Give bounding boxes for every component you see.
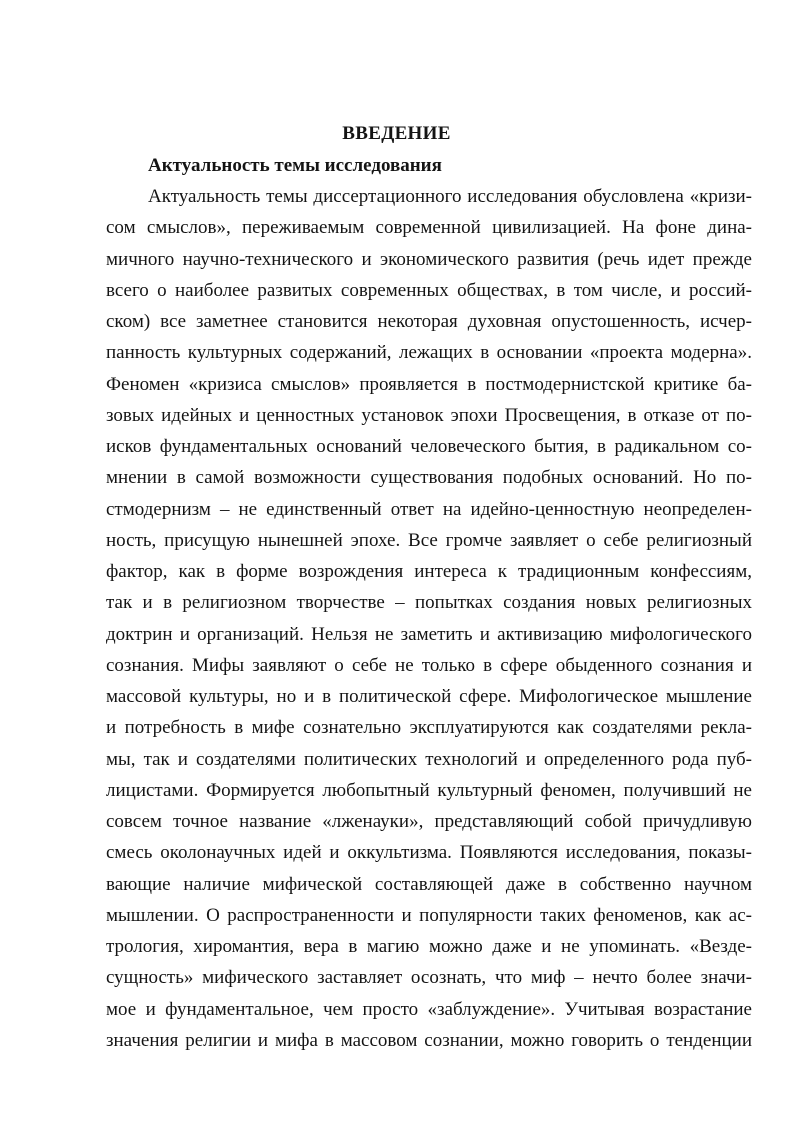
text-line: сом смыслов», переживаемым современной цивилизацией. На фоне дина- xyxy=(106,217,752,239)
text-line: Феномен «кризиса смыслов» проявляется в постмодернистской критике ба- xyxy=(106,373,752,395)
text-line: мое и фундаментальное, чем просто «заблуждение». Учитывая возрастание xyxy=(106,998,752,1020)
text-line: панность культурных содержаний, лежащих в основании «проекта модерна». xyxy=(106,342,752,364)
body-paragraph xyxy=(106,181,752,1056)
text-line: сознания. Мифы заявляют о себе не только в сфере обыденного сознания и xyxy=(106,654,752,676)
section-heading: Актуальность темы исследования xyxy=(148,155,442,176)
text-line: мышлении. О распространенности и популярности таких феноменов, как ас- xyxy=(106,904,752,926)
text-line: фактор, как в форме возрождения интереса к традиционным конфессиям, xyxy=(106,561,752,582)
text-line: смесь околонаучных идей и оккультизма. Появляются исследования, показы- xyxy=(106,842,752,864)
page-title: ВВЕДЕНИЕ xyxy=(342,123,451,144)
text-line: совсем точное название «лженауки», представляющий собой причудливую xyxy=(106,811,752,832)
text-line: ность, присущую нынешней эпохе. Все громче заявляет о себе религиозный xyxy=(106,529,752,551)
text-line: сущность» мифического заставляет осознать, что миф – нечто более значи- xyxy=(106,967,752,989)
text-line: зовых идейных и ценностных установок эпохи Просвещения, в отказе от по- xyxy=(106,404,752,426)
text-line: мичного научно-технического и экономического развития (речь идет прежде xyxy=(106,248,752,270)
text-line: лицистами. Формируется любопытный культурный феномен, получивший не xyxy=(106,779,752,801)
text-line: так и в религиозном творчестве – попытках создания новых религиозных xyxy=(106,592,752,614)
text-line: Актуальность темы диссертационного исследования обусловлена «кризи- xyxy=(148,186,752,207)
text-line: стмодернизм – не единственный ответ на идейно-ценностную неопределен- xyxy=(106,498,752,520)
text-line: доктрин и организаций. Нельзя не заметить и активизацию мифологического xyxy=(106,623,752,645)
text-line: значения религии и мифа в массовом сознании, можно говорить о тенденции xyxy=(106,1029,752,1051)
text-line: исков фундаментальных оснований человеческого бытия, в радикальном со- xyxy=(106,436,752,457)
text-line: всего о наиболее развитых современных обществах, в том числе, и россий- xyxy=(106,279,752,301)
text-line: и потребность в мифе сознательно эксплуатируются как создателями рекла- xyxy=(106,717,752,739)
text-line: массовой культуры, но и в политической сфере. Мифологическое мышление xyxy=(106,686,752,707)
text-line: вающие наличие мифической составляющей даже в собственно научном xyxy=(106,873,752,895)
text-line: мы, так и создателями политических технологий и определенного рода пуб- xyxy=(106,748,752,770)
text-line: трология, хиромантия, вера в магию можно даже и не упоминать. «Везде- xyxy=(106,936,752,957)
text-line: ском) все заметнее становится некоторая духовная опустошенность, исчер- xyxy=(106,311,752,332)
text-line: мнении в самой возможности существования подобных оснований. Но по- xyxy=(106,467,752,489)
